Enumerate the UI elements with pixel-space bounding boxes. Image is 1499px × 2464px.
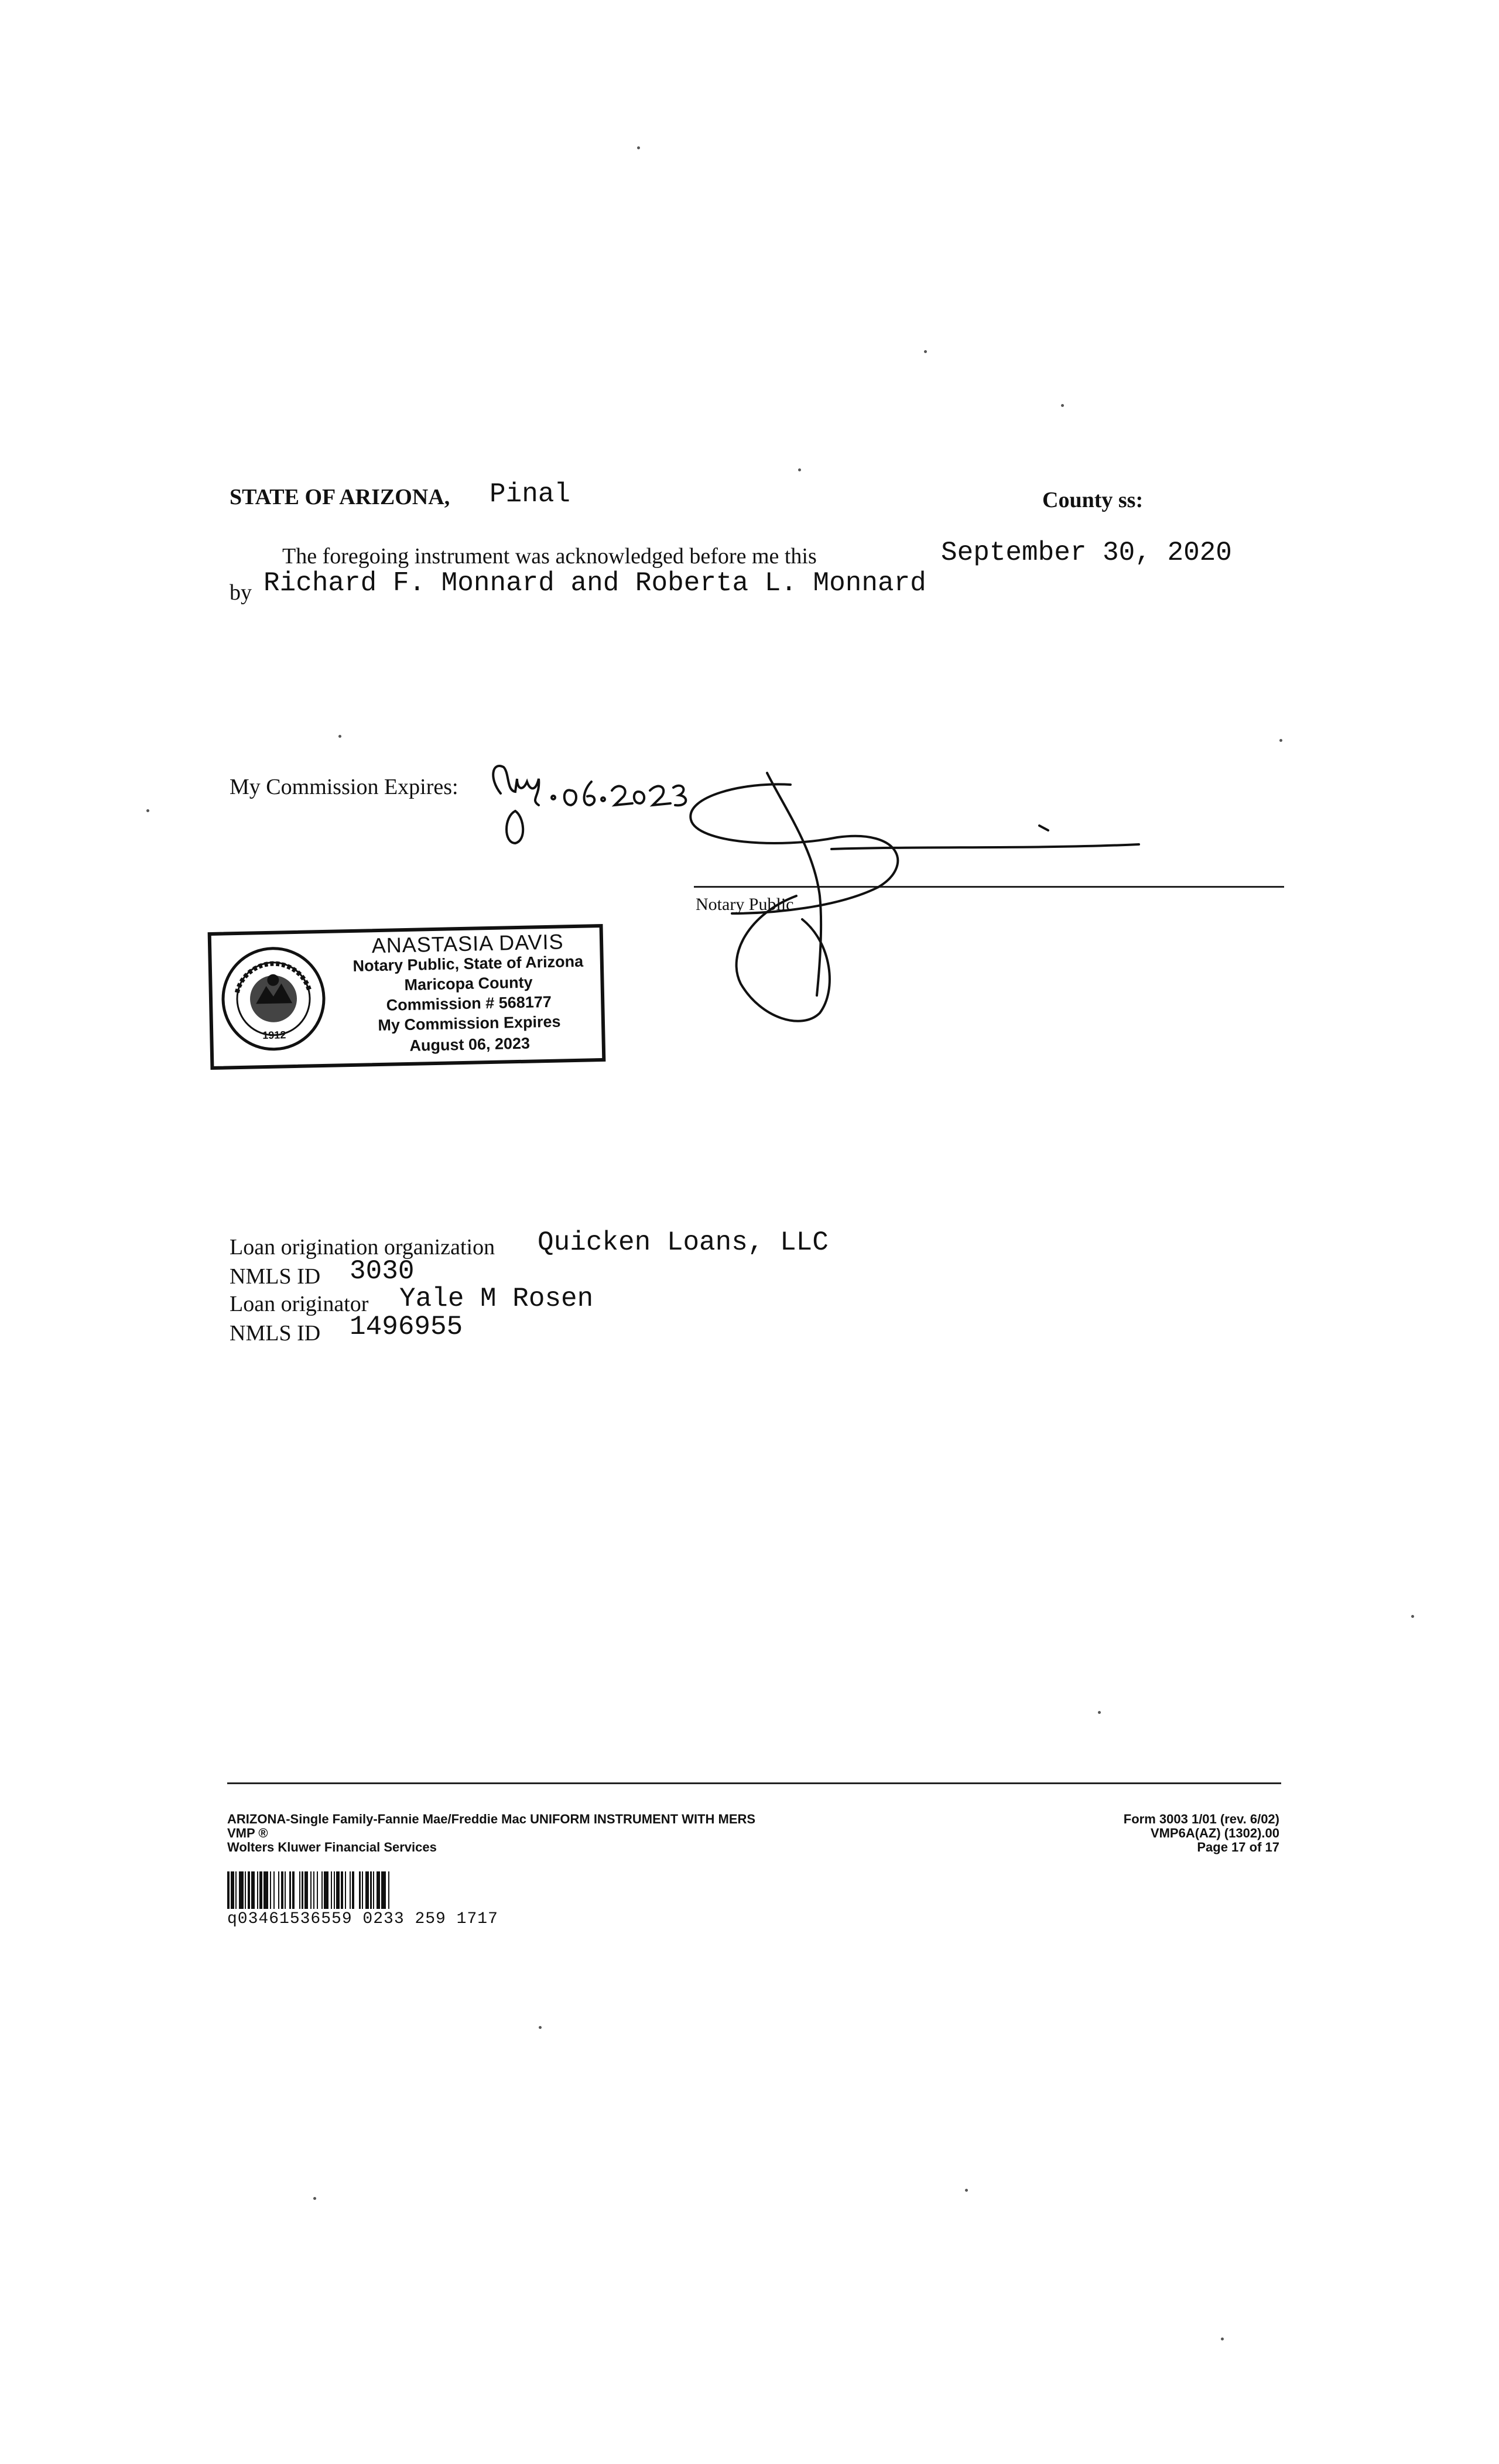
nmls-id-value-2: 1496955 [350,1312,463,1342]
scan-speck [539,2026,542,2029]
scan-speck [338,735,341,738]
notary-signature [685,761,1154,1042]
nmls-id-label-1: NMLS ID [230,1264,321,1289]
stamp-line-1: Notary Public, State of Arizona [352,952,584,975]
scan-speck [1411,1615,1414,1618]
scan-speck [965,2189,968,2192]
scan-speck [1279,739,1282,742]
handwritten-commission-date [483,755,694,855]
barcode-bar [389,1871,391,1909]
barcode-bar [239,1871,244,1909]
document-barcode [227,1871,637,1909]
footer-form-number: Form 3003 1/01 (rev. 6/02) [1123,1812,1279,1826]
county-name: Pinal [490,479,571,509]
barcode-text: q03461536559 0233 259 1717 [227,1910,498,1928]
scan-speck [313,2197,316,2200]
stamp-name: ANASTASIA DAVIS [371,929,564,958]
barcode-bar [381,1871,386,1909]
barcode-bar [354,1871,359,1909]
loan-org-label: Loan origination organization [230,1235,495,1260]
nmls-id-label-2: NMLS ID [230,1321,321,1346]
barcode-bar [263,1871,268,1909]
notary-stamp [208,924,606,1070]
footer-page-number: Page 17 of 17 [1197,1840,1279,1854]
stamp-line-5: August 06, 2023 [409,1034,531,1055]
loan-originator-value: Yale M Rosen [399,1284,594,1314]
stamp-line-2: Maricopa County [404,973,533,994]
scan-speck [146,809,149,812]
footer-vmp-mark: VMP ® [227,1826,268,1840]
scan-speck [1098,1711,1101,1714]
scan-speck [924,350,927,353]
footer-rule [227,1782,1281,1784]
scan-speck [1221,2338,1224,2340]
footer-publisher: Wolters Kluwer Financial Services [227,1840,437,1854]
acknowledgment-names: Richard F. Monnard and Roberta L. Monnard [263,568,926,598]
footer-instrument-title: ARIZONA-Single Family-Fannie Mae/Freddie Mac UNIFORM INSTRUMENT WITH MERS [227,1812,756,1826]
barcode-bar [295,1871,299,1909]
nmls-id-value-1: 3030 [350,1256,415,1286]
stamp-line-3: Commission # 568177 [386,993,552,1014]
state-label: STATE OF ARIZONA, [230,485,450,509]
barcode-bar [324,1871,328,1909]
scan-speck [1061,404,1064,407]
stamp-line-4: My Commission Expires [378,1012,561,1035]
arizona-seal-icon [218,944,329,1055]
scan-speck [637,146,640,149]
acknowledgment-date: September 30, 2020 [941,538,1232,568]
acknowledgment-text: The foregoing instrument was acknowledged before me this [282,544,817,569]
svg-text:1912: 1912 [262,1029,286,1042]
by-label: by [230,580,252,605]
loan-org-value: Quicken Loans, LLC [538,1227,829,1258]
scan-speck [798,468,801,471]
county-label: County ss: [1042,488,1144,512]
footer-vmp-code: VMP6A(AZ) (1302).00 [1150,1826,1279,1840]
commission-label: My Commission Expires: [230,775,458,799]
notary-public-label: Notary Public [696,895,794,914]
loan-originator-label: Loan originator [230,1292,369,1316]
